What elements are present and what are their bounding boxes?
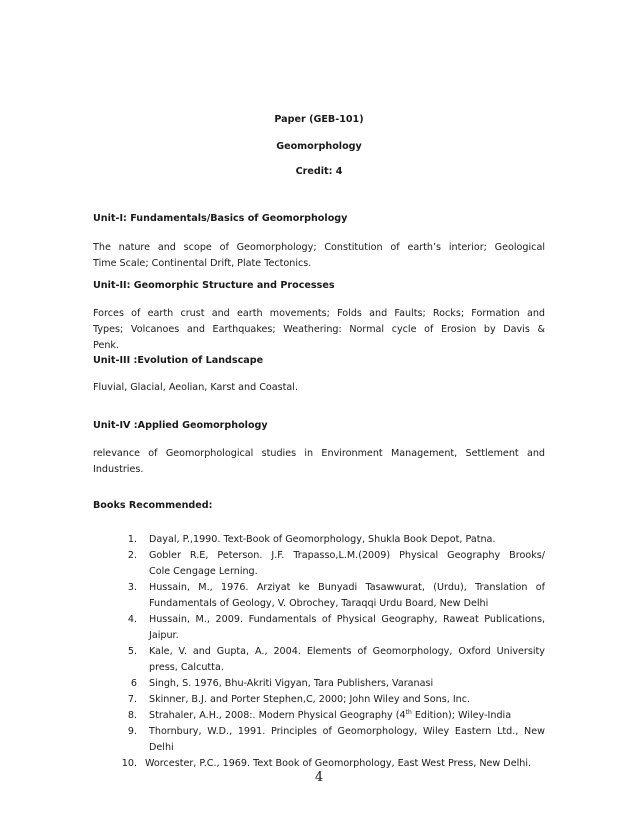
book-text: Dayal, P.,1990. Text-Book of Geomorphology, Shukla Book Depot, Patna. [149, 534, 496, 545]
book-text: Delhi [149, 742, 174, 753]
book-text: Cole Cengage Lerning. [149, 566, 258, 577]
unit-4-body [93, 446, 545, 478]
unit-1-line: The nature and scope of Geomorphology; Constitution of earth’s interior; Geological [93, 242, 545, 253]
unit-3-line: Fluvial, Glacial, Aeolian, Karst and Coastal. [93, 382, 299, 393]
subject-title: Geomorphology [276, 141, 362, 152]
book-number: 7. [127, 694, 137, 705]
page-number: 4 [314, 770, 324, 785]
book-text: Gobler R.E, Peterson. J.F. Trapasso,L.M.(2009) Physical Geography Brooks/ [149, 550, 545, 561]
paper-code: Paper (GEB-101) [274, 114, 364, 125]
book-number: 6 [130, 678, 137, 689]
book-number: 3. [127, 582, 137, 593]
unit-1-line: Time Scale; Continental Drift, Plate Tectonics. [93, 258, 312, 269]
book-text: Thornbury, W.D., 1991. Principles of Geomorphology, Wiley Eastern Ltd., New [149, 726, 545, 737]
unit-1-body [93, 240, 545, 272]
unit-2-body [93, 306, 545, 354]
unit-4-heading: Unit-IV :Applied Geomorphology [93, 420, 268, 431]
credit-label: Credit: 4 [295, 166, 343, 177]
book-text: Hussain, M., 1976. Arziyat ke Bunyadi Tasawwurat, (Urdu), Translation of [149, 582, 545, 593]
book-text: Fundamentals of Geology, V. Obrochey, Taraqqi Urdu Board, New Delhi [149, 598, 489, 609]
unit-2-line: Types; Volcanoes and Earthquakes; Weathering: Normal cycle of Erosion by Davis & [93, 324, 545, 335]
books-heading: Books Recommended: [93, 500, 213, 511]
book-text: Skinner, B.J. and Porter Stephen,C, 2000; John Wiley and Sons, Inc. [149, 694, 471, 705]
book-text: Kale, V. and Gupta, A., 2004. Elements of Geomorphology, Oxford University [149, 646, 545, 657]
unit-4-line: relevance of Geomorphological studies in Environment Management, Settlement and [93, 448, 545, 459]
book-text: press, Calcutta. [149, 662, 224, 673]
book-number: 1. [127, 534, 137, 545]
unit-2-line: Penk. [93, 340, 120, 351]
book-text: Jaipur. [149, 630, 179, 641]
book-number: 8. [127, 710, 137, 721]
book-text: Singh, S. 1976, Bhu-Akriti Vigyan, Tara Publishers, Varanasi [149, 678, 434, 689]
unit-4-line: Industries. [93, 464, 144, 475]
book-number: 9. [127, 726, 137, 737]
unit-3-heading: Unit-III :Evolution of Landscape [93, 355, 264, 366]
unit-1-heading: Unit-I: Fundamentals/Basics of Geomorphology [93, 213, 348, 224]
book-number: 10. [121, 758, 137, 769]
book-text: Worcester, P.C., 1969. Text Book of Geomorphology, East West Press, New Delhi. [145, 758, 532, 769]
book-number: 5. [127, 646, 137, 657]
unit-2-line: Forces of earth crust and earth movements; Folds and Faults; Rocks; Formation and [93, 308, 545, 319]
book-text: Hussain, M., 2009. Fundamentals of Physical Geography, Raweat Publications, [149, 614, 545, 625]
book-number: 4. [127, 614, 137, 625]
book-text: Strahaler, A.H., 2008:. Modern Physical Geography (4th Edition); Wiley-India [149, 708, 512, 721]
unit-3-body [93, 380, 545, 396]
unit-2-heading: Unit-II: Geomorphic Structure and Processes [93, 280, 335, 291]
book-number: 2. [127, 550, 137, 561]
